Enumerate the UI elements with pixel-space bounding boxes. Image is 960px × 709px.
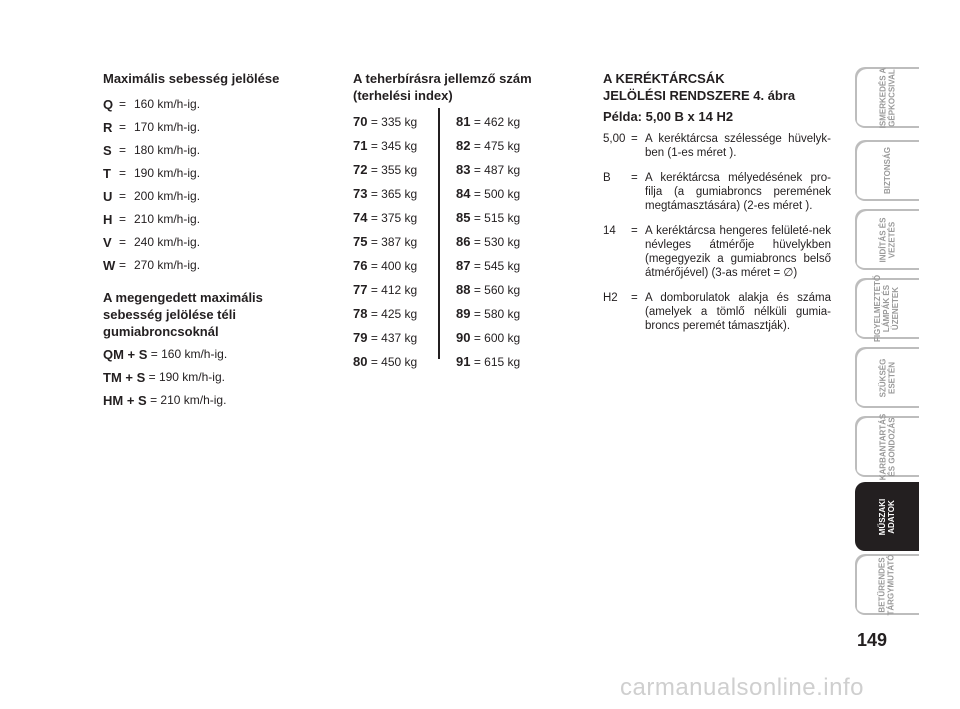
load-index-section [353,70,573,374]
load-index-row: 80 = 450 kg 91 = 615 kg [353,354,521,369]
rim-example: Példa: 5,00 B x 14 H2 [603,109,734,124]
tab-ismerkedes[interactable]: ISMERKEDÉS A GÉPKOCSIVAL [855,67,919,128]
load-index-divider [438,108,440,359]
winter-speed-row: QM + S = 160 km/h-ig. [103,347,228,362]
tab-muszaki-adatok[interactable]: MŰSZAKI ADATOK [855,482,919,551]
speed-row: T = 190 km/h-ig. [103,166,201,181]
rim-item: B = A keréktárcsa mélyedésének pro-filja (a gumiabroncs peremének megtámasztására) (2-es méret ). [603,172,831,212]
tab-figyelmezteto[interactable]: FIGYELMEZTETŐ LÁMPÁK ÉS ÜZENETEK [855,278,919,339]
speed-row: S = 180 km/h-ig. [103,143,201,158]
speed-row: W = 270 km/h-ig. [103,258,201,273]
load-index-row: 78 = 425 kg 89 = 580 kg [353,306,521,321]
speed-row: Q = 160 km/h-ig. [103,97,201,112]
page-number: 149 [857,630,888,650]
load-index-row: 73 = 365 kg 84 = 500 kg [353,186,521,201]
rim-item: H2 = A domborulatok alakja és száma (amelyek a tömlő nélküli gumia-broncs peremét támasztják). [603,292,831,332]
load-index-title: A teherbírásra jellemző szám (terhelési index) [353,71,532,103]
load-index-row: 79 = 437 kg 90 = 600 kg [353,330,521,345]
speed-row: H = 210 km/h-ig. [103,212,201,227]
rim-item: 5,00 = A keréktárcsa szélessége hüvelyk-ben (1-es méret ). [603,133,831,159]
tab-biztonsag[interactable]: BIZTONSÁG [855,140,919,201]
winter-speed-row: HM + S = 210 km/h-ig. [103,393,227,408]
rim-title: A KERÉKTÁRCSÁK JELÖLÉSI RENDSZERE 4. ábra [603,71,796,103]
speed-row: U = 200 km/h-ig. [103,189,201,204]
load-index-row: 77 = 412 kg 88 = 560 kg [353,282,521,297]
tab-karbantartas[interactable]: KARBANTARTÁS ÉS GONDOZÁS [855,416,919,477]
winter-speed-row: TM + S = 190 km/h-ig. [103,370,225,385]
tab-betu-rendes[interactable]: BETŰRENDES TÁRGYMUTATÓ [855,554,919,615]
load-index-row: 74 = 375 kg 85 = 515 kg [353,210,521,225]
winter-speed-title: A megengedett maximális sebesség jelölése téli gumiabroncsoknál [103,290,263,339]
speed-row: V = 240 km/h-ig. [103,235,201,250]
tab-szukseg[interactable]: SZÜKSÉG ESETÉN [855,347,919,408]
speed-rating-title: Maximális sebesség jelölése [103,71,280,86]
tab-inditas[interactable]: INDÍTÁS ÉS VEZETÉS [855,209,919,270]
rim-marking-section [603,70,831,344]
watermark: carmanualsonline.info [620,674,864,701]
load-index-row: 71 = 345 kg 82 = 475 kg [353,138,521,153]
load-index-row: 72 = 355 kg 83 = 487 kg [353,162,521,177]
load-index-row: 75 = 387 kg 86 = 530 kg [353,234,521,249]
rim-item: 14 = A keréktárcsa hengeres felületé-nek névleges átmérője hüvelykben (megegyezik a gumiabroncs belső átmérőjével) (3-as méret = ∅) [603,225,831,279]
load-index-row: 70 = 335 kg 81 = 462 kg [353,114,521,129]
speed-row: R = 170 km/h-ig. [103,120,201,135]
speed-rating-section [103,70,323,412]
load-index-row: 76 = 400 kg 87 = 545 kg [353,258,521,273]
